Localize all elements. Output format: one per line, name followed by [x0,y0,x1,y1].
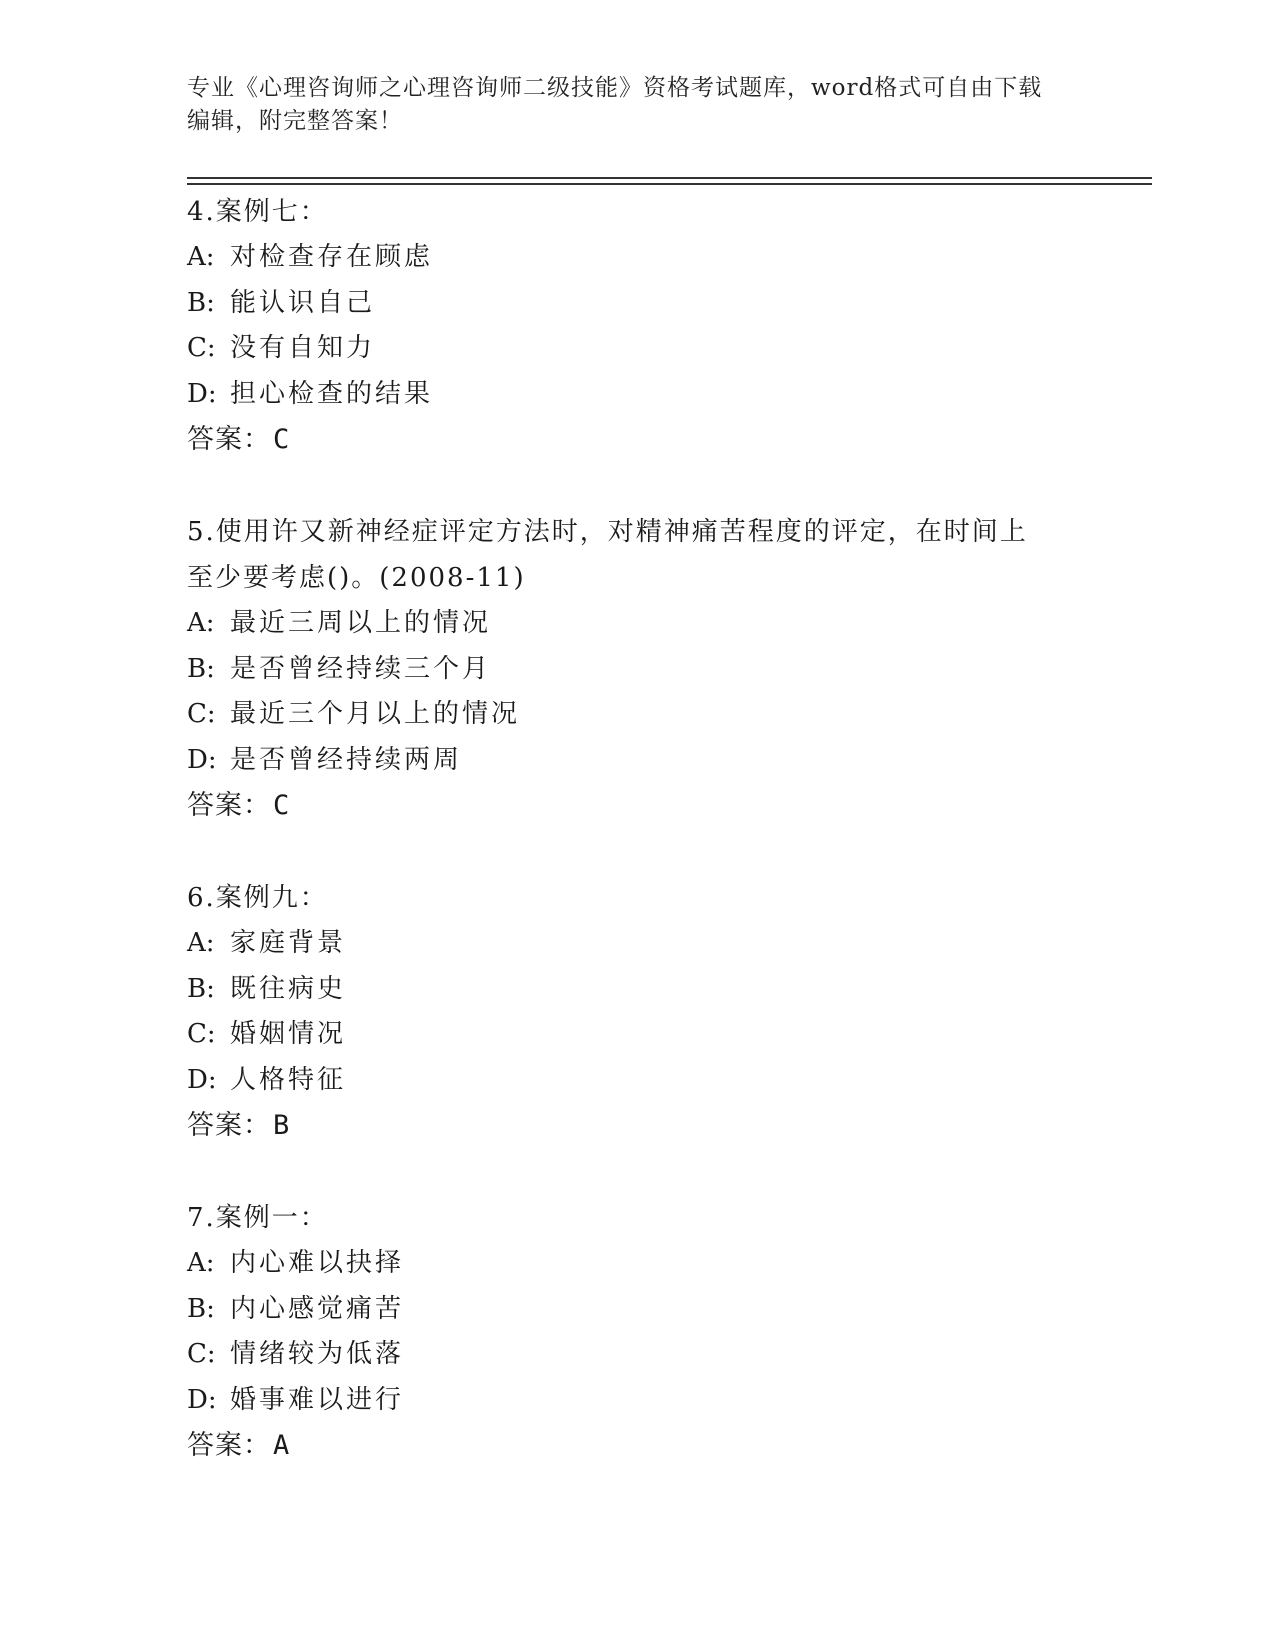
option-text: 对检查存在顾虑 [230,242,434,272]
option-d [187,1058,1087,1104]
question-5 [187,509,1087,829]
answer-line [187,417,1087,463]
option-a [187,235,1087,281]
option-letter: D: [187,378,217,409]
answer-value: C [273,790,291,821]
option-letter: A: [187,608,215,638]
option-text: 最近三周以上的情况 [230,608,492,638]
option-c [187,1012,1087,1058]
option-a [187,601,1087,647]
option-letter: B: [187,973,215,1004]
option-letter: D: [187,1384,217,1415]
option-b [187,647,1087,693]
question-stem: 7.案例一： [187,1203,328,1233]
answer-label: 答案： [187,1110,271,1141]
option-a [187,921,1087,967]
answer-line [187,1103,1087,1149]
option-letter: A: [187,928,215,958]
answer-value: B [273,1110,291,1141]
answer-line [187,783,1087,829]
option-text: 家庭背景 [230,928,347,958]
answer-line [187,1423,1087,1469]
option-text: 婚姻情况 [230,1019,347,1049]
option-letter: B: [187,287,215,318]
option-text: 担心检查的结果 [230,378,434,409]
option-text: 最近三个月以上的情况 [230,699,521,729]
option-a [187,1241,1087,1287]
option-letter: D: [187,744,217,775]
question-stem-line-1: 5.使用许又新神经症评定方法时，对精神痛苦程度的评定，在时间上 [187,517,1028,547]
option-letter: C: [187,1019,216,1049]
header-line-2: 编辑，附完整答案！ [187,108,403,134]
option-c [187,692,1087,738]
option-text: 情绪较为低落 [230,1339,405,1369]
option-letter: B: [187,653,215,684]
question-7 [187,1195,1087,1469]
option-text: 内心难以抉择 [230,1248,405,1278]
option-c [187,1332,1087,1378]
option-text: 既往病史 [230,973,347,1004]
option-letter: C: [187,699,216,729]
question-6 [187,875,1087,1149]
option-text: 没有自知力 [230,333,376,363]
header-line-1: 专业《心理咨询师之心理咨询师二级技能》资格考试题库，word格式可自由下载 [187,75,1043,101]
option-b [187,967,1087,1013]
option-letter: B: [187,1293,215,1324]
header-divider-bottom [187,183,1152,185]
document-header [187,72,1087,138]
answer-label: 答案： [187,1430,271,1461]
option-d [187,1378,1087,1424]
option-text: 是否曾经持续两周 [230,744,463,775]
option-letter: C: [187,333,216,363]
option-d [187,738,1087,784]
answer-label: 答案： [187,424,271,455]
question-list [187,189,1087,1515]
option-text: 内心感觉痛苦 [230,1293,405,1324]
answer-value: C [273,424,291,455]
option-text: 是否曾经持续三个月 [230,653,492,684]
option-text: 婚事难以进行 [230,1384,405,1415]
question-stem: 4.案例七： [187,197,328,227]
question-stem-line-2: 至少要考虑()。(2008-11) [187,563,526,593]
option-text: 人格特征 [230,1064,347,1095]
option-b [187,281,1087,327]
option-text: 能认识自己 [230,287,376,318]
option-c [187,326,1087,372]
option-d [187,372,1087,418]
question-4 [187,189,1087,463]
header-divider-top [187,177,1152,179]
option-letter: C: [187,1339,216,1369]
question-stem: 6.案例九： [187,883,328,913]
option-letter: D: [187,1064,217,1095]
option-letter: A: [187,242,215,272]
option-letter: A: [187,1248,215,1278]
answer-label: 答案： [187,790,271,821]
option-b [187,1287,1087,1333]
answer-value: A [273,1430,291,1461]
